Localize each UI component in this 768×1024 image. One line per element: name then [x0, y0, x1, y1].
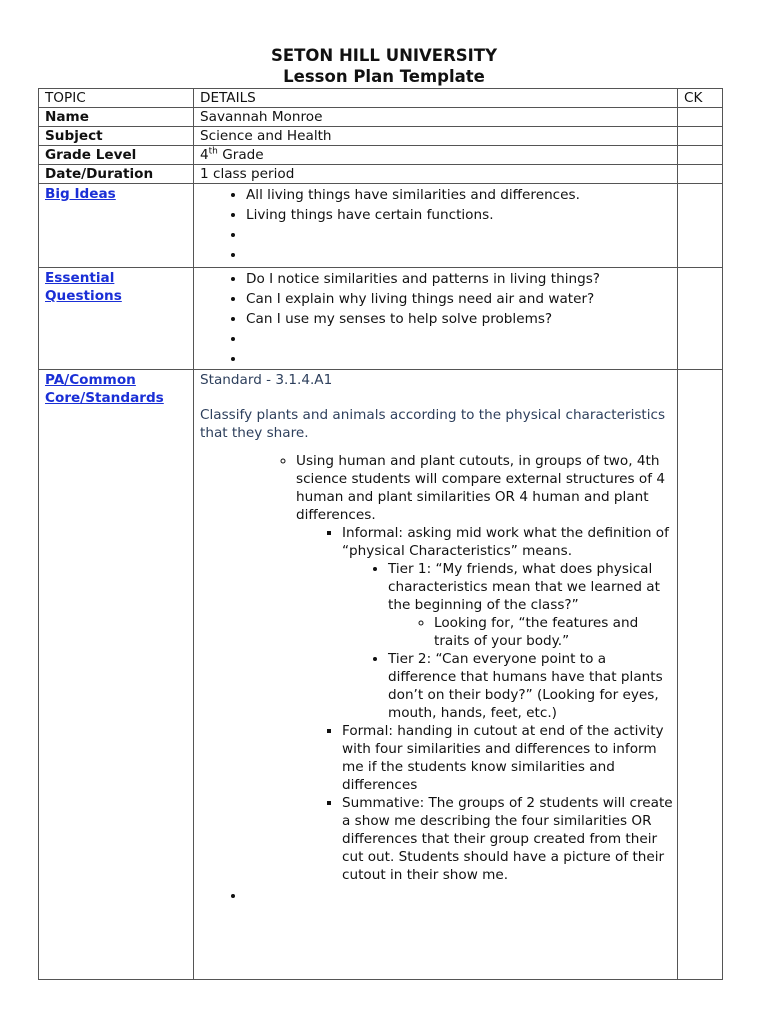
big-ideas-label-cell — [39, 184, 194, 268]
assessment-list — [296, 524, 677, 884]
lesson-plan-table — [38, 88, 723, 980]
list-item — [246, 886, 677, 906]
grade-label: Grade Level — [39, 146, 194, 165]
duration-label: Date/Duration — [39, 165, 194, 184]
header-topic: TOPIC — [39, 89, 194, 108]
row-standards — [39, 370, 723, 980]
looking-list — [388, 614, 677, 650]
objective-text: Using human and plant cutouts, in groups of two, 4th science students will compare external structures of 4 human and plant similarities OR 4 human and plant differences. — [296, 453, 665, 523]
university-title: SETON HILL UNIVERSITY — [270, 46, 498, 65]
standards-label-line2: Core/Standards — [45, 390, 164, 406]
table-header-row — [39, 89, 723, 108]
trailing-list — [200, 886, 677, 906]
standard-description: Classify plants and animals according to the physical characteristics that they share. — [200, 407, 666, 441]
big-ideas-link[interactable]: Big Ideas — [45, 186, 116, 202]
looking-item: ◦ Looking for, “the features and traits of your body.” — [434, 614, 677, 650]
tier1-item — [388, 560, 677, 650]
row-subject — [39, 127, 723, 146]
essential-label-line1: Essential — [45, 270, 115, 286]
list-item: • Living things have certain functions. — [246, 205, 677, 225]
essential-label-cell — [39, 268, 194, 370]
essential-list — [200, 269, 677, 369]
standards-ck — [678, 370, 723, 980]
row-big-ideas — [39, 184, 723, 268]
header-details: DETAILS — [194, 89, 678, 108]
objective-item — [296, 452, 677, 884]
essential-details — [194, 268, 678, 370]
standard-code: Standard - 3.1.4.A1 — [200, 372, 333, 388]
name-value: Savannah Monroe — [194, 108, 678, 127]
formal-item: ▪ Formal: handing in cutout at end of the activity with four similarities and differences to inform me if the students know similarities and differences — [342, 722, 677, 794]
tier-list — [342, 560, 677, 722]
name-label: Name — [39, 108, 194, 127]
list-item: • Can I use my senses to help solve problems? — [246, 309, 677, 329]
list-item — [246, 349, 677, 369]
standards-details — [194, 370, 678, 980]
duration-ck — [678, 165, 723, 184]
row-name — [39, 108, 723, 127]
list-item — [246, 225, 677, 245]
grade-value — [194, 146, 678, 165]
list-item — [246, 245, 677, 265]
header-ck: CK — [678, 89, 723, 108]
list-item: • All living things have similarities and differences. — [246, 185, 677, 205]
essential-ck — [678, 268, 723, 370]
template-title: Lesson Plan Template — [283, 67, 485, 86]
summative-item: ▪ Summative: The groups of 2 students will create a show me describing the four similarities OR differences that their group created from their cut out. Students should have a picture of their cutout in their show me. — [342, 794, 677, 884]
standards-label-line1: PA/Common — [45, 372, 136, 388]
duration-value: 1 class period — [194, 165, 678, 184]
big-ideas-details — [194, 184, 678, 268]
name-ck — [678, 108, 723, 127]
standards-label-cell — [39, 370, 194, 980]
grade-suffix: th — [208, 146, 218, 157]
tier2-item: • Tier 2: “Can everyone point to a difference that humans have that plants don’t on their body?” (Looking for eyes, mouth, hands, feet, etc.) — [388, 650, 677, 722]
informal-text: Informal: asking mid work what the definition of “physical Characteristics” means. — [342, 525, 669, 559]
row-essential-questions — [39, 268, 723, 370]
objective-list — [200, 452, 677, 884]
subject-label: Subject — [39, 127, 194, 146]
list-item: • Can I explain why living things need air and water? — [246, 289, 677, 309]
big-ideas-ck — [678, 184, 723, 268]
grade-ck — [678, 146, 723, 165]
row-duration — [39, 165, 723, 184]
subject-ck — [678, 127, 723, 146]
big-ideas-list — [200, 185, 677, 265]
essential-questions-link[interactable] — [45, 270, 122, 304]
grade-number: 4 — [200, 147, 209, 163]
subject-value: Science and Health — [194, 127, 678, 146]
row-grade — [39, 146, 723, 165]
informal-item — [342, 524, 677, 722]
standards-link[interactable] — [45, 372, 164, 406]
tier1-text: Tier 1: “My friends, what does physical characteristics mean that we learned at the beginning of the class?” — [388, 561, 660, 613]
grade-word: Grade — [217, 147, 264, 163]
list-item: • Do I notice similarities and patterns in living things? — [246, 269, 677, 289]
list-item — [246, 329, 677, 349]
essential-label-line2: Questions — [45, 288, 122, 304]
